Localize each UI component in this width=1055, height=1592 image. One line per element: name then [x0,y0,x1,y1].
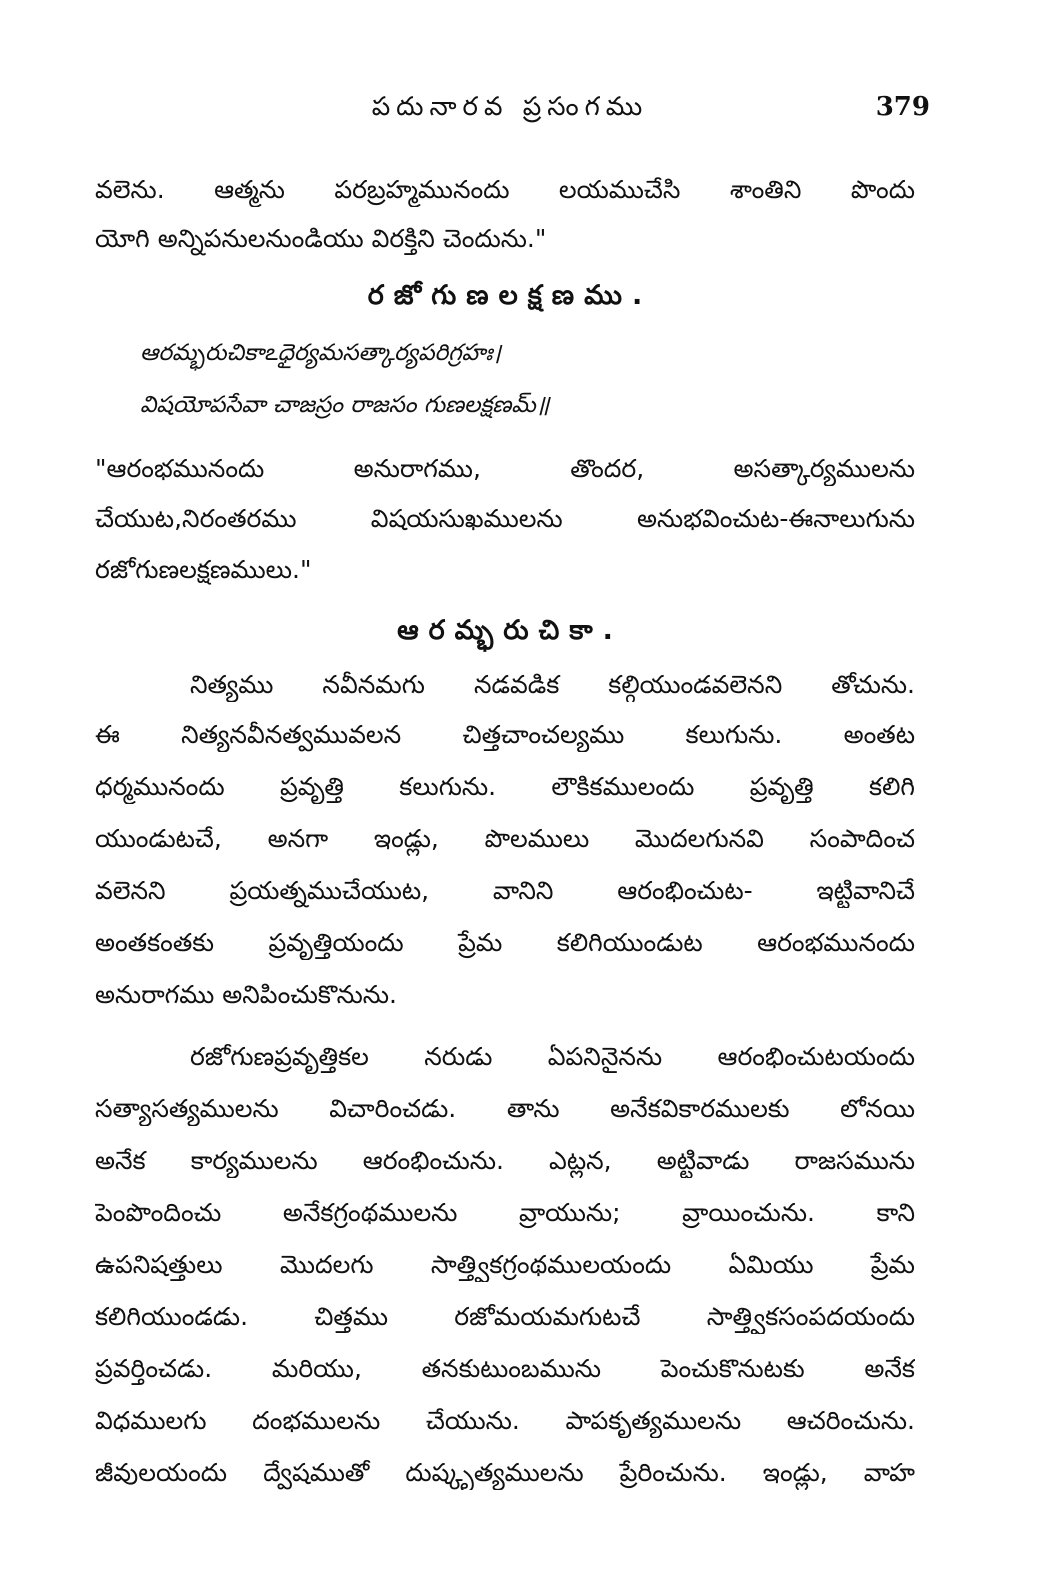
section-heading-rajoguna: రజోగుణలక్షణము. [367,280,653,311]
text-line: అంతకంతకు ప్రవృత్తియందు ప్రేమ కలిగియుండుట ఆరంభమునందు [95,928,915,957]
text-line: ఈ నిత్యనవీనత్వమువలన చిత్తచాంచల్యము కలుగును. అంతట [95,720,915,749]
page-number: 379 [875,92,930,122]
text-line: చేయుట,నిరంతరము విషయసుఖములను అనుభవించుట-ఈనాలుగును [95,504,915,533]
text-line: రజోగుణప్రవృత్తికల నరుడు ఏపనినైనను ఆరంభించుటయందు [190,1042,915,1071]
section-heading-arambharuchika: ఆరమ్భరుచికా. [397,615,623,646]
text-line: నిత్యము నవీనమగు నడవడిక కల్గియుండవలెనని తోచును. [190,670,915,699]
text-line: సత్యాసత్యములను విచారించడు. తాను అనేకవికారములకు లోనయి [95,1094,915,1123]
text-line: "ఆరంభమునందు అనురాగము, తొందర, అసత్కార్యములను [95,454,915,483]
text-line: రజోగుణలక్షణములు." [95,555,312,584]
text-line: పెంపొందించు అనేకగ్రంథములను వ్రాయును; వ్రాయించును. కాని [95,1198,915,1227]
text-line: ప్రవర్తించడు. మరియు, తనకుటుంబమును పెంచుకొనుటకు అనేక [95,1354,915,1383]
text-line: ధర్మమునందు ప్రవృత్తి కలుగును. లౌకికములందు ప్రవృత్తి కలిగి [95,772,915,801]
text-line: విధములగు దంభములను చేయును. పాపకృత్యములను ఆచరించును. [95,1406,915,1435]
text-line: అనేక కార్యములను ఆరంభించును. ఎట్లన, అట్టివాడు రాజసమును [95,1146,915,1175]
running-title: పదునారవ ప్రసంగము [371,92,649,122]
text-line: అనురాగము అనిపించుకొనును. [95,980,397,1009]
text-line: యోగి అన్నిపనులనుండియు విరక్తిని చెందును." [95,224,547,253]
text-line: కలిగియుండడు. చిత్తము రజోమయమగుటచే సాత్త్వికసంపదయందు [95,1302,915,1331]
text-line: జీవులయందు ద్వేషముతో దుష్కృత్యములను ప్రేరించును. ఇండ్లు, వాహ [95,1458,915,1487]
sanskrit-verse-line: ఆరమ్భరుచికాఽధైర్యమసత్కార్యపరిగ్రహః। [140,340,502,366]
text-line: ఉపనిషత్తులు మొదలగు సాత్త్వికగ్రంథములయందు ఏమియు ప్రేమ [95,1250,915,1279]
sanskrit-verse-line: విషయోపసేవా చాజస్రం రాజసం గుణలక్షణమ్॥ [140,392,550,418]
page-header [80,92,940,136]
text-line: వలెనని ప్రయత్నముచేయుట, వానిని ఆరంభించుట- ఇట్టివానిచే [95,876,915,905]
text-line: యుండుటచే, అనగా ఇండ్లు, పొలములు మొదలగునవి సంపాదించ [95,824,915,853]
text-line: వలెను. ఆత్మను పరబ్రహ్మమునందు లయముచేసి శాంతిని పొందు [95,175,915,204]
